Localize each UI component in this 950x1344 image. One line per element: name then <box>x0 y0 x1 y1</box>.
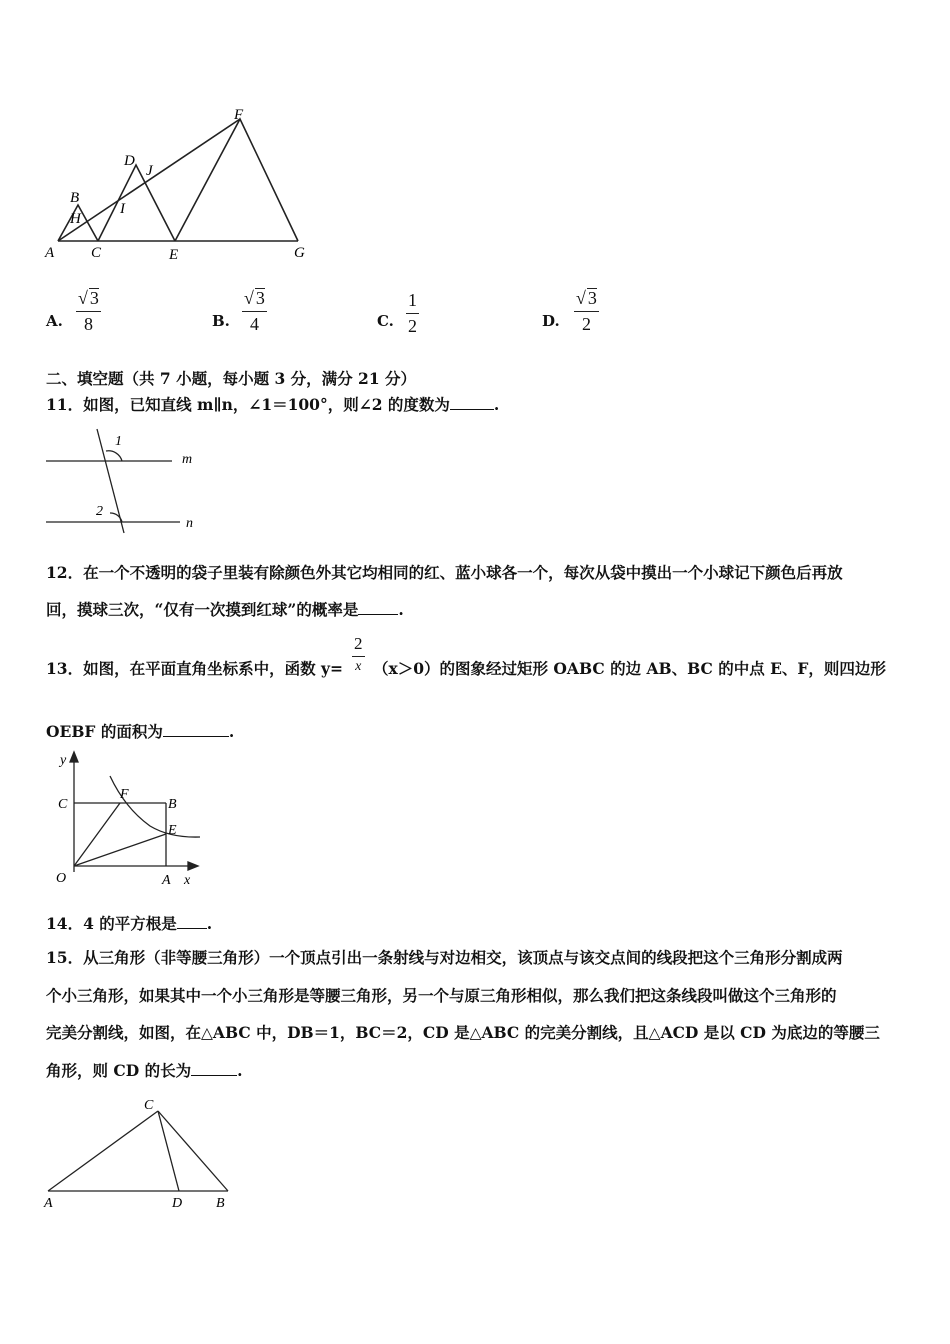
label-F: F <box>234 107 244 123</box>
question-14-end: . <box>206 914 213 933</box>
label-D: D <box>124 153 135 169</box>
label-y: y <box>60 753 67 768</box>
option-d-fraction: √ 3 2 <box>576 288 597 334</box>
option-c-numerator: 1 <box>408 290 417 310</box>
label-angle-1: 1 <box>115 434 122 449</box>
question-13-end: . <box>228 722 235 741</box>
label-E: E <box>169 247 179 263</box>
option-d-radicand: 3 <box>587 288 597 308</box>
option-c-denominator: 2 <box>408 316 417 336</box>
option-a-letter: A. <box>46 312 63 330</box>
question-15-line-2: 个小三角形，如果其中一个小三角形是等腰三角形，另一个与原三角形相似，那么我们把这条线段叫做这个三角形的 <box>46 986 837 1005</box>
question-14-text: 14．4 的平方根是 <box>46 914 177 933</box>
question-12-line-2 <box>46 600 404 620</box>
figure-q13 <box>40 748 210 898</box>
label-A: A <box>44 1196 53 1211</box>
label-B: B <box>216 1196 225 1211</box>
label-G: G <box>294 245 305 261</box>
answer-blank-13[interactable] <box>163 722 229 737</box>
option-a-radicand: 3 <box>89 288 99 308</box>
segment-OE <box>74 834 166 866</box>
option-b-fraction: √ 3 4 <box>244 288 265 334</box>
question-13-text: OEBF 的面积为 <box>46 722 163 741</box>
segment-AF <box>58 119 240 241</box>
label-B: B <box>168 797 177 812</box>
hyperbola-curve <box>110 776 200 837</box>
question-12-text: 回，摸球三次，“仅有一次摸到红球”的概率是 <box>46 600 359 619</box>
label-E: E <box>168 823 177 838</box>
function-fraction <box>352 634 365 675</box>
question-13-suffix: （x＞0）的图象经过矩形 OABC 的边 AB、BC 的中点 E、F，则四边形 <box>373 659 886 678</box>
option-b-letter: B. <box>212 312 230 330</box>
label-A: A <box>45 245 55 261</box>
question-15-line-3: 完美分割线，如图，在△ABC 中，DB＝1，BC＝2，CD 是△ABC 的完美分割线，且△ACD 是以 CD 为底边的等腰三 <box>46 1023 880 1042</box>
label-D: D <box>172 1196 183 1211</box>
label-I: I <box>120 201 125 217</box>
question-15-line-1: 15．从三角形（非等腰三角形）一个顶点引出一条射线与对边相交，该顶点与该交点间的线段把这个三角形分割成两 <box>46 948 843 967</box>
question-14 <box>46 914 212 934</box>
option-a-denominator: 8 <box>83 314 93 334</box>
label-x: x <box>184 873 191 888</box>
label-B: B <box>70 190 80 206</box>
question-12-end: . <box>398 600 404 619</box>
figure-q10 <box>40 105 320 270</box>
answer-blank-12[interactable] <box>358 600 398 615</box>
label-O: O <box>56 871 67 886</box>
triangle-EFG <box>175 119 298 241</box>
label-C: C <box>144 1098 154 1113</box>
label-m: m <box>182 452 193 467</box>
segment-OF <box>74 803 120 866</box>
question-15-line-4 <box>46 1061 242 1081</box>
option-c-fraction <box>406 290 419 337</box>
label-angle-2: 2 <box>96 504 103 519</box>
label-n: n <box>186 516 193 531</box>
answer-blank-15[interactable] <box>191 1061 237 1076</box>
label-J: J <box>146 163 153 179</box>
question-12-line-1: 12．在一个不透明的袋子里装有除颜色外其它均相同的红、蓝小球各一个，每次从袋中摸出一个小球记下颜色后再放 <box>46 563 843 582</box>
label-C: C <box>91 245 102 261</box>
question-11-text: 11．如图，已知直线 m∥n，∠1＝100°，则∠2 的度数为 <box>46 395 450 414</box>
option-b-radicand: 3 <box>255 288 265 308</box>
x-axis-arrow <box>188 862 198 870</box>
triangle-CDE <box>98 165 175 241</box>
question-15-text: 角形，则 CD 的长为 <box>46 1061 192 1080</box>
function-numerator: 2 <box>354 634 363 653</box>
question-13-prefix: 13．如图，在平面直角坐标系中，函数 y= <box>46 659 343 678</box>
figure-q11 <box>40 425 210 535</box>
option-b-denominator: 4 <box>249 314 259 334</box>
question-11-end: . <box>493 395 500 414</box>
label-F: F <box>120 787 129 802</box>
option-d-denominator: 2 <box>581 314 591 334</box>
option-c-letter: C. <box>377 312 394 330</box>
figure-q15 <box>40 1093 240 1218</box>
label-H: H <box>70 211 81 227</box>
option-d-letter: D. <box>542 312 560 330</box>
section-title: 二、填空题（共 7 小题，每小题 3 分，满分 21 分） <box>46 369 417 388</box>
question-13-line-2 <box>46 722 234 742</box>
angle-1-arc <box>106 451 122 461</box>
label-C: C <box>58 797 68 812</box>
label-A: A <box>162 873 171 888</box>
y-axis-arrow <box>70 752 78 762</box>
option-a-fraction: √ 3 8 <box>78 288 99 334</box>
function-denominator: x <box>355 659 362 674</box>
question-15-end: . <box>237 1061 243 1080</box>
question-11 <box>46 395 499 415</box>
segment-AC <box>48 1111 158 1191</box>
answer-blank-11[interactable] <box>450 395 494 410</box>
answer-blank-14[interactable] <box>177 914 207 929</box>
